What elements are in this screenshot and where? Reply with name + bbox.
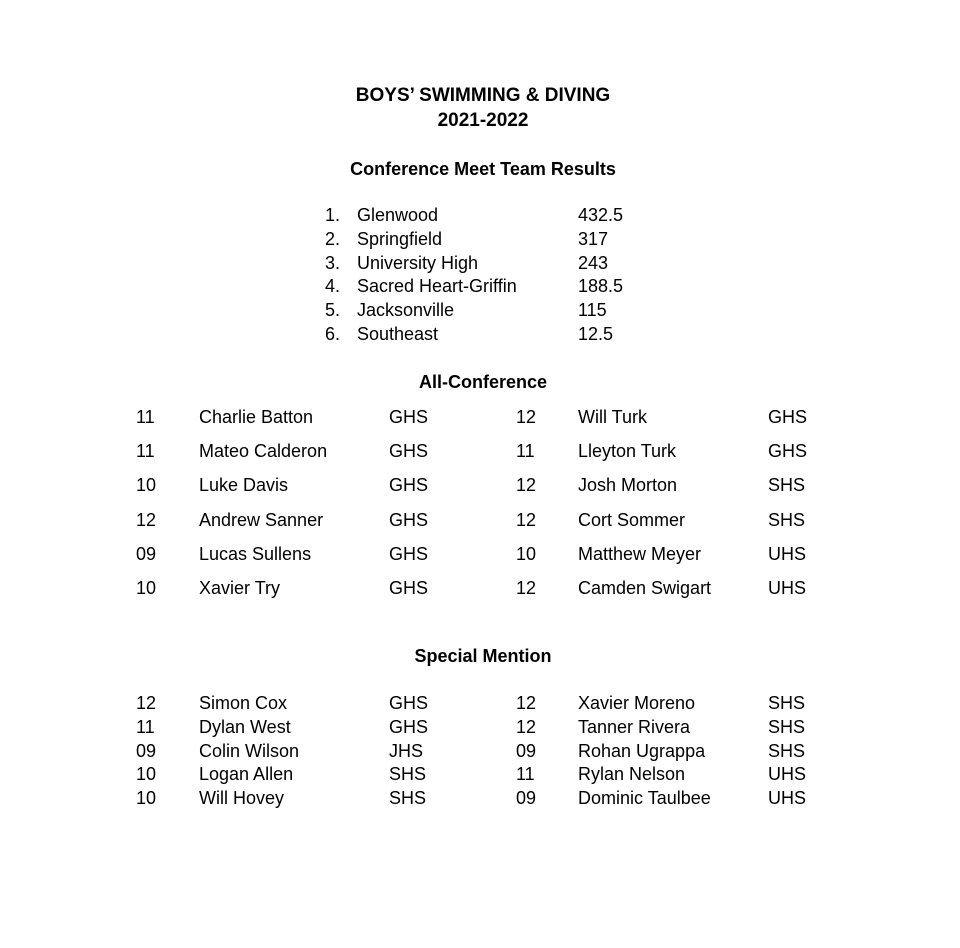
team-score: 317: [578, 228, 609, 249]
athlete-name: Rohan Ugrappa: [578, 740, 706, 761]
athlete-grade: 10: [136, 788, 157, 809]
team-score: 12.5: [578, 323, 614, 344]
all-conference-row: [0, 434, 960, 468]
athlete-grade: 12: [516, 475, 537, 496]
athlete-grade: 10: [136, 764, 157, 785]
athlete-grade: 11: [516, 441, 535, 462]
athlete-school: SHS: [768, 509, 806, 530]
team-score: 432.5: [578, 205, 624, 225]
athlete-grade: 10: [516, 543, 537, 564]
athlete-name: Tanner Rivera: [578, 716, 691, 737]
all-conference-row: [0, 503, 960, 537]
special-mention-row: [0, 716, 960, 740]
athlete-name: Simon Cox: [199, 693, 288, 713]
athlete-school: GHS: [389, 441, 429, 462]
athlete-grade: 12: [516, 693, 537, 713]
athlete-grade: 12: [136, 509, 157, 530]
athlete-name: Rylan Nelson: [578, 764, 686, 785]
athlete-school: UHS: [768, 543, 807, 564]
athlete-grade: 09: [136, 740, 157, 761]
special-mention-row: [0, 692, 960, 716]
season-subtitle: 2021-2022: [437, 110, 529, 131]
special-mention-row: [0, 740, 960, 764]
athlete-grade: 12: [136, 693, 157, 713]
team-name: Springfield: [357, 228, 443, 249]
team-name: Jacksonville: [357, 300, 455, 321]
athlete-grade: 12: [516, 716, 537, 737]
athlete-school: GHS: [389, 716, 429, 737]
athlete-school: SHS: [389, 788, 427, 809]
athlete-grade: 09: [136, 543, 157, 564]
athlete-grade: 11: [136, 407, 155, 427]
team-name: Glenwood: [357, 205, 439, 225]
athlete-school: SHS: [768, 475, 806, 496]
athlete-school: UHS: [768, 788, 807, 809]
athlete-school: GHS: [768, 441, 808, 462]
team-result-row: [0, 275, 960, 299]
athlete-school: SHS: [768, 716, 806, 737]
athlete-name: Xavier Try: [199, 577, 281, 598]
athlete-name: Dylan West: [199, 716, 291, 737]
athlete-school: UHS: [768, 577, 807, 598]
team-result-row: [0, 228, 960, 252]
athlete-school: GHS: [389, 693, 429, 713]
team-rank: 5.: [325, 300, 341, 321]
athlete-name: Andrew Sanner: [199, 509, 324, 530]
athlete-name: Colin Wilson: [199, 740, 300, 761]
athlete-school: UHS: [768, 764, 807, 785]
all-conference-list: [0, 400, 960, 605]
athlete-grade: 10: [136, 475, 157, 496]
team-rank: 1.: [325, 205, 341, 225]
team-result-row: [0, 299, 960, 323]
athlete-school: JHS: [389, 740, 424, 761]
athlete-name: Logan Allen: [199, 764, 294, 785]
athlete-grade: 10: [136, 577, 157, 598]
team-name: Southeast: [357, 323, 439, 344]
team-result-row: [0, 323, 960, 347]
athlete-name: Will Hovey: [199, 788, 285, 809]
athlete-grade: 09: [516, 740, 537, 761]
athlete-name: Camden Swigart: [578, 577, 712, 598]
all-conference-row: [0, 400, 960, 434]
athlete-name: Lucas Sullens: [199, 543, 312, 564]
team-name: Sacred Heart-Griffin: [357, 276, 517, 297]
athlete-school: GHS: [389, 577, 429, 598]
team-results-heading: Conference Meet Team Results: [350, 159, 616, 179]
special-mention-row: [0, 763, 960, 787]
athlete-name: Cort Sommer: [578, 509, 686, 530]
team-result-row: [0, 204, 960, 228]
special-mention-row: [0, 787, 960, 811]
athlete-school: SHS: [768, 740, 806, 761]
team-results-list: [0, 204, 960, 347]
team-rank: 3.: [325, 252, 341, 273]
athlete-grade: 11: [136, 441, 155, 462]
team-rank: 2.: [325, 228, 341, 249]
athlete-school: GHS: [389, 543, 429, 564]
athlete-grade: 11: [136, 716, 155, 737]
athlete-name: Luke Davis: [199, 475, 289, 496]
team-rank: 4.: [325, 276, 341, 297]
athlete-name: Mateo Calderon: [199, 441, 328, 462]
special-mention-heading: Special Mention: [414, 646, 552, 666]
athlete-school: SHS: [768, 693, 806, 713]
athlete-grade: 12: [516, 407, 537, 427]
athlete-school: SHS: [389, 764, 427, 785]
team-score: 188.5: [578, 276, 624, 297]
all-conference-row: [0, 537, 960, 571]
all-conference-heading: All-Conference: [418, 372, 548, 392]
team-result-row: [0, 252, 960, 276]
document-title: BOYS’ SWIMMING & DIVING: [355, 85, 611, 106]
athlete-name: Xavier Moreno: [578, 693, 696, 713]
all-conference-row: [0, 571, 960, 605]
athlete-grade: 12: [516, 509, 537, 530]
athlete-name: Josh Morton: [578, 475, 678, 496]
athlete-name: Matthew Meyer: [578, 543, 702, 564]
athlete-grade: 09: [516, 788, 537, 809]
athlete-name: Charlie Batton: [199, 407, 314, 427]
athlete-name: Dominic Taulbee: [578, 788, 711, 809]
team-score: 115: [578, 300, 607, 321]
athlete-name: Lleyton Turk: [578, 441, 677, 462]
team-name: University High: [357, 252, 479, 273]
team-score: 243: [578, 252, 609, 273]
all-conference-row: [0, 468, 960, 502]
athlete-grade: 11: [516, 764, 535, 785]
special-mention-list: [0, 692, 960, 811]
athlete-school: GHS: [389, 407, 429, 427]
athlete-school: GHS: [389, 475, 429, 496]
athlete-grade: 12: [516, 577, 537, 598]
athlete-school: GHS: [389, 509, 429, 530]
athlete-school: GHS: [768, 407, 808, 427]
athlete-name: Will Turk: [578, 407, 647, 427]
team-rank: 6.: [325, 323, 341, 344]
